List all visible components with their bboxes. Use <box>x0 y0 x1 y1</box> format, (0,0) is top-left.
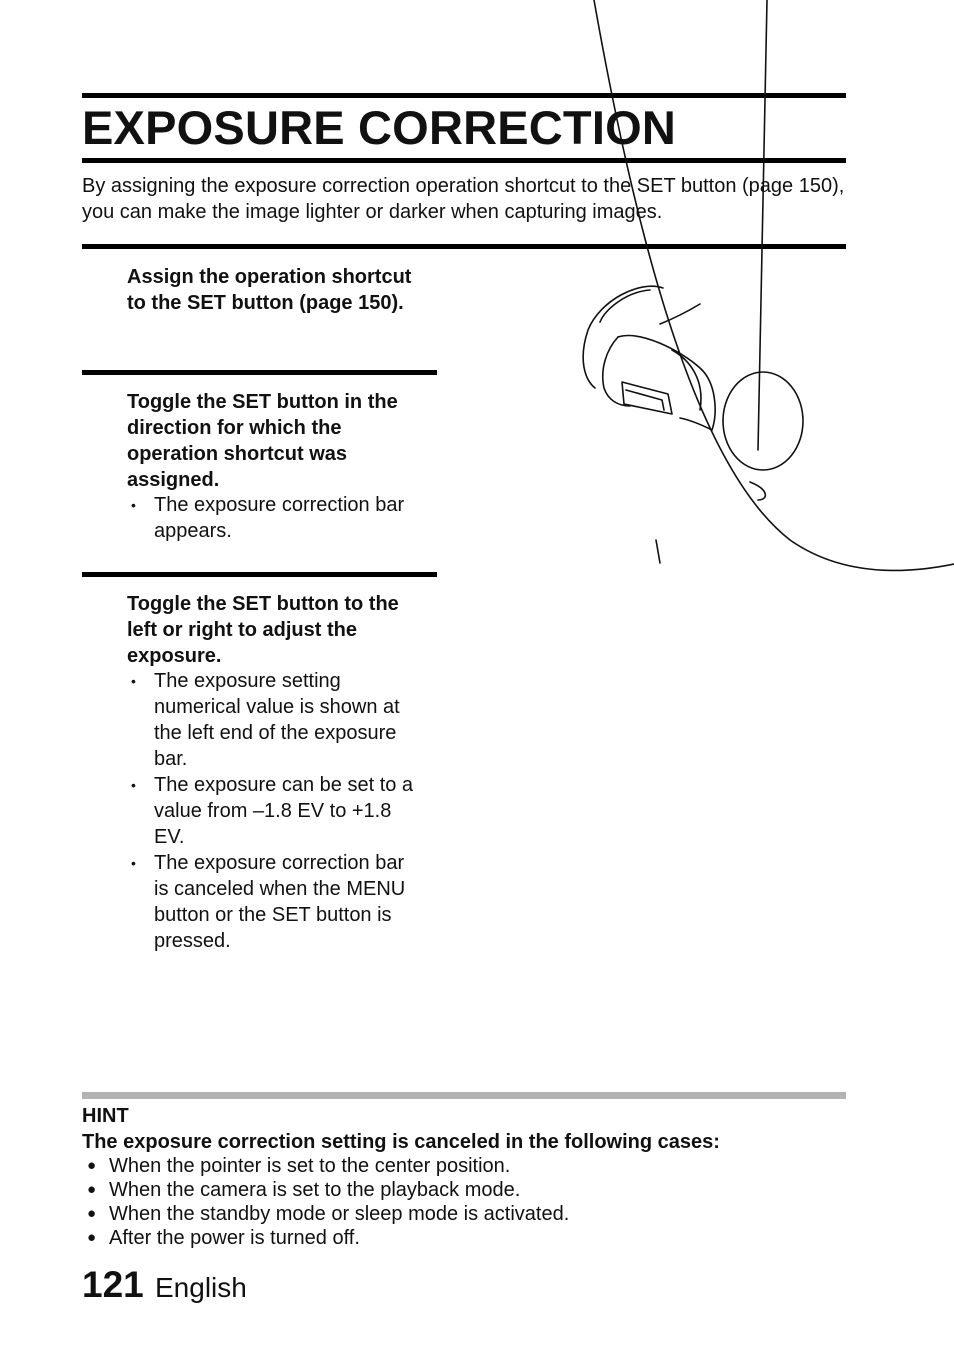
list-item: • The exposure can be set to a value from –1.8 EV to +1.8 EV. <box>127 772 417 850</box>
step-2-heading: Toggle the SET button in the direction for which the operation shortcut was assigned. <box>127 391 398 491</box>
thumb-tip <box>603 337 630 406</box>
list-item: ● After the power is turned off. <box>82 1226 569 1250</box>
pointer-hook <box>750 482 765 500</box>
step-3-heading: Toggle the SET button to the left or right to adjust the exposure. <box>127 593 399 667</box>
list-item: ● When the standby mode or sleep mode is activated. <box>82 1202 569 1226</box>
list-item: ● When the pointer is set to the center position. <box>82 1154 569 1178</box>
page-language: English <box>155 1272 247 1303</box>
intro-paragraph: By assigning the exposure correction operation shortcut to the SET button (page 150), you can make the image lighter or darker when capturing images. <box>82 175 845 223</box>
list-item: • The exposure setting numerical value is shown at the left end of the exposure bar. <box>127 668 417 772</box>
thumb-edge <box>672 350 701 410</box>
hint-bar <box>82 1092 846 1099</box>
hint-list <box>82 1154 569 1250</box>
list-item: • The exposure correction bar appears. <box>127 492 417 544</box>
thumb-outline-inner <box>600 290 650 322</box>
thumb-outline-outer <box>583 286 663 388</box>
thumb-body <box>618 336 715 430</box>
set-button-circle <box>723 372 803 470</box>
page-title: EXPOSURE CORRECTION <box>82 101 676 154</box>
button-inner <box>626 390 664 410</box>
hint-heading: The exposure correction setting is canceled in the following cases: <box>82 1131 720 1153</box>
page-number: 121 <box>82 1264 144 1305</box>
list-item: ● When the camera is set to the playback mode. <box>82 1178 569 1202</box>
long-curve-line <box>594 0 954 570</box>
step-1-heading: Assign the operation shortcut to the SET button (page 150). <box>127 266 412 314</box>
hint-label: HINT <box>82 1105 129 1127</box>
vertical-line <box>758 0 767 450</box>
list-item: • The exposure correction bar is canceled when the MENU button or the SET button is pressed. <box>127 850 417 954</box>
small-tick <box>656 540 660 563</box>
